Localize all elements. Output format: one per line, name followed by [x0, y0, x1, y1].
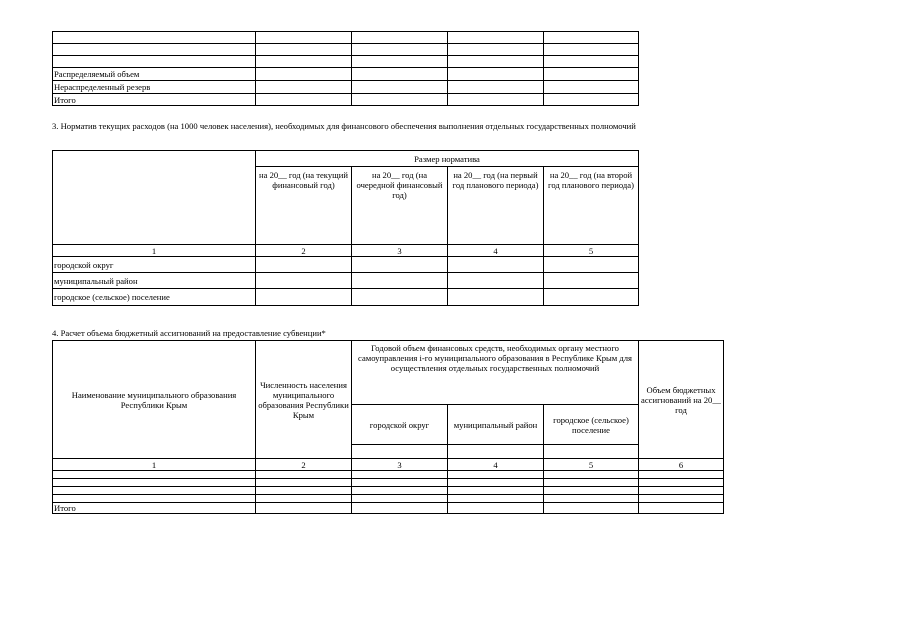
- row-label: Итого: [53, 94, 256, 106]
- row-label: городской округ: [53, 257, 256, 273]
- row-label: Распределяемый объем: [53, 68, 256, 81]
- table-row: [53, 257, 639, 273]
- column-number: 4: [448, 459, 544, 471]
- section-4-heading: 4. Расчет объема бюджетный ассигнований на предоставление субвенции*: [52, 328, 326, 338]
- row-label: [53, 32, 256, 44]
- table-row: [53, 94, 639, 106]
- norm-table: [52, 150, 639, 306]
- column-number: 1: [53, 245, 256, 257]
- column-number: 1: [53, 459, 256, 471]
- table-row: [53, 487, 724, 495]
- norm-column-header: на 20__ год (на первый год планового периода): [448, 167, 544, 245]
- row-label: городское (сельское) поселение: [53, 289, 256, 306]
- section-3-heading: 3. Норматив текущих расходов (на 1000 человек населения), необходимых для финансового обеспечения выполнения отдельных государственных полномочий: [52, 121, 636, 131]
- column-number: 4: [448, 245, 544, 257]
- row-label: [53, 44, 256, 56]
- row-label: Нераспределенный резерв: [53, 81, 256, 94]
- row-label: Итого: [53, 503, 256, 514]
- table-row: [53, 68, 639, 81]
- norm-group-header: Размер норматива: [256, 151, 639, 167]
- name-column-header: Наименование муниципального образования Республики Крым: [53, 341, 256, 459]
- column-number: 5: [544, 459, 639, 471]
- table-row: [53, 479, 724, 487]
- funds-group-header: Годовой объем финансовых средств, необходимых органу местного самоуправления i-го муниципального образования в Республике Крым для осуществления отдельных государственных полномочий: [352, 341, 639, 405]
- subvention-table: [52, 340, 724, 514]
- row-label: [53, 487, 256, 495]
- table-row: [53, 471, 724, 479]
- row-label: [53, 56, 256, 68]
- table-row: [53, 273, 639, 289]
- table-row: [53, 81, 639, 94]
- column-number-row: [53, 459, 724, 471]
- population-column-header: Численность населения муниципального образования Республики Крым: [256, 341, 352, 459]
- column-number: 3: [352, 459, 448, 471]
- table-row: [53, 56, 639, 68]
- volume-column-header: Объем бюджетных ассигнований на 20__ год: [639, 341, 724, 459]
- row-label: [53, 471, 256, 479]
- norm-column-header: на 20__ год (на очередной финансовый год): [352, 167, 448, 245]
- table-row: [53, 32, 639, 44]
- table-row: [53, 503, 724, 514]
- column-number: 2: [256, 245, 352, 257]
- row-label: муниципальный район: [53, 273, 256, 289]
- funds-sub-header: городской округ: [352, 405, 448, 445]
- allocation-table: [52, 31, 639, 106]
- column-number: 2: [256, 459, 352, 471]
- row-label: [53, 495, 256, 503]
- table-row: [53, 495, 724, 503]
- column-number: 6: [639, 459, 724, 471]
- norm-column-header: на 20__ год (на текущий финансовый год): [256, 167, 352, 245]
- funds-sub-header: муниципальный район: [448, 405, 544, 445]
- column-number: 3: [352, 245, 448, 257]
- row-label: [53, 479, 256, 487]
- column-number-row: [53, 245, 639, 257]
- funds-sub-header: городское (сельское) поселение: [544, 405, 639, 445]
- table-row: [53, 289, 639, 306]
- norm-column-header: на 20__ год (на второй год планового периода): [544, 167, 639, 245]
- table-row: [53, 44, 639, 56]
- column-number: 5: [544, 245, 639, 257]
